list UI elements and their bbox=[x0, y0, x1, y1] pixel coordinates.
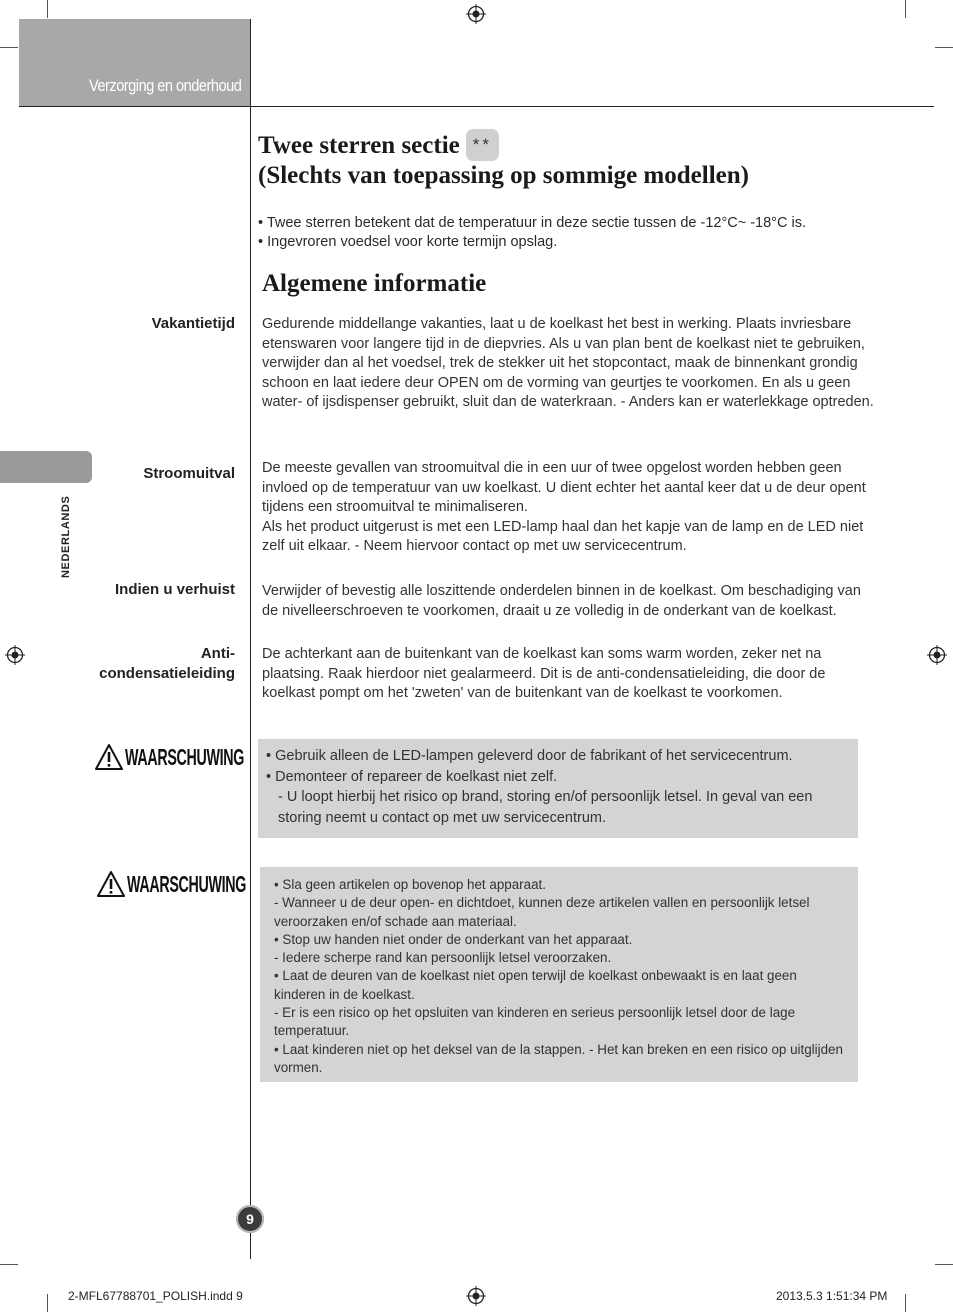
paragraph-text: Gedurende middellange vakanties, laat u de koelkast het best in werking. Plaats invriesbare etenswaren voor langere tijd in de diepvries. Als u van plan bent de koelkast niet te gebruiken, verwijder dan al het voedsel, trek de stekker uit het stopcontact, maak de binnenkant grondig schoon en laat iedere deur OPEN om de vorming van geurtjes te voorkomen. En als u geen water- of ijsdispenser gebruikt, sluit dan de waterkraan. - Anders kan er waterlekkage optreden. bbox=[262, 316, 874, 411]
warning-triangle-icon bbox=[96, 870, 126, 898]
label-anti-condensatie bbox=[99, 644, 235, 684]
crop-mark bbox=[47, 1294, 48, 1312]
warning-box bbox=[260, 867, 858, 1082]
crop-mark bbox=[47, 0, 48, 18]
label-stroomuitval: Stroomuitval bbox=[143, 465, 235, 482]
warning-box bbox=[258, 739, 858, 838]
section-header-label: Verzorging en onderhoud bbox=[89, 76, 242, 95]
two-star-bullets bbox=[258, 214, 806, 252]
crop-mark bbox=[0, 1264, 18, 1265]
warning-line: • Stop uw handen niet onder de onderkant van het apparaat. bbox=[274, 931, 633, 947]
warning-triangle-icon bbox=[94, 743, 124, 771]
header-divider bbox=[19, 106, 934, 107]
paragraph-text: Als het product uitgerust is met een LED-lamp haal dan het kapje van de lamp en de LED niet zelf uit elkaar. - Neem hiervoor contact op met uw servicecentrum. bbox=[262, 518, 864, 555]
two-star-title-line1: Twee sterren sectie bbox=[258, 132, 460, 159]
registration-mark-icon bbox=[466, 1286, 486, 1306]
footer-file-name: 2-MFL67788701_POLISH.indd 9 bbox=[68, 1289, 243, 1303]
language-label: NEDERLANDS bbox=[60, 495, 72, 578]
para-verhuizen bbox=[262, 582, 874, 621]
footer-timestamp: 2013.5.3 1:51:34 PM bbox=[776, 1289, 888, 1303]
crop-mark bbox=[0, 47, 18, 48]
registration-mark-icon bbox=[927, 645, 947, 665]
crop-mark bbox=[935, 1264, 953, 1265]
page-number: 9 bbox=[236, 1205, 264, 1233]
para-anti-condensatie bbox=[262, 645, 874, 704]
bullet-item: • Twee sterren betekent dat de temperatuur in deze sectie tussen de -12°C~ -18°C is. bbox=[258, 215, 806, 231]
warning-line: - U loopt hierbij het risico op brand, storing en/of persoonlijk letsel. In geval van een storing neemt u contact op met uw servicecentrum. bbox=[278, 789, 813, 826]
crop-mark bbox=[905, 1294, 906, 1312]
paragraph-text: Verwijder of bevestig alle loszittende onderdelen binnen in de koelkast. Om beschadiging van de nivelleerschroeven te voorkomen, draait u ze volledig in de onderkant van de koelkast. bbox=[262, 583, 861, 619]
label-line: Anti- bbox=[200, 645, 235, 662]
warning-label bbox=[96, 870, 247, 898]
registration-mark-icon bbox=[466, 4, 486, 24]
stars-badge: ** bbox=[466, 129, 499, 161]
label-line: condensatieleiding bbox=[99, 665, 235, 682]
paragraph-text: De achterkant aan de buitenkant van de koelkast kan soms warm worden, zeker net na plaatsing. Raak hierdoor niet gealarmeerd. Dit is de anti-condensatieleiding, die door de koelkast pompt om het 'zweten' van de buitenkant van de koelkast te voorkomen. bbox=[262, 646, 826, 702]
language-tab bbox=[0, 451, 92, 483]
warning-line: • Demonteer of repareer de koelkast niet zelf. bbox=[266, 768, 558, 785]
warning-line: • Sla geen artikelen op bovenop het apparaat. bbox=[274, 877, 546, 892]
warning-line: - Er is een risico op het opsluiten van kinderen en serieus persoonlijk letsel door de lage temperatuur. bbox=[274, 1005, 796, 1039]
warning-line: • Gebruik alleen de LED-lampen geleverd door de fabrikant of het servicecentrum. bbox=[266, 748, 793, 764]
crop-mark bbox=[905, 0, 906, 18]
warning-line: • Laat kinderen niet op het deksel van de la stappen. - Het kan breken en een risico op uitglijden vormen. bbox=[274, 1041, 843, 1075]
label-verhuizen: Indien u verhuist bbox=[114, 581, 235, 598]
two-star-title bbox=[258, 129, 749, 191]
column-divider bbox=[250, 19, 251, 1259]
warning-line: - Wanneer u de deur open- en dichtdoet, kunnen deze artikelen vallen en persoonlijk letsel veroorzaken en/of schade aan materiaal. bbox=[274, 895, 810, 929]
crop-mark bbox=[935, 47, 953, 48]
warning-line: - Iedere scherpe rand kan persoonlijk letsel veroorzaken. bbox=[274, 950, 612, 966]
para-vakantietijd bbox=[262, 315, 874, 413]
paragraph-text: De meeste gevallen van stroomuitval die in een uur of twee opgelost worden hebben geen invloed op de temperatuur van uw koelkast. U dient echter het aantal keer dat u de deur opent tijdens een stroomuitval te minimaliseren. bbox=[262, 460, 866, 516]
label-vakantietijd: Vakantietijd bbox=[151, 315, 235, 332]
two-star-title-line2: (Slechts van toepassing op sommige modellen) bbox=[258, 162, 749, 189]
warning-word: WAARSCHUWING bbox=[127, 870, 247, 897]
bullet-item: • Ingevroren voedsel voor korte termijn opslag. bbox=[258, 234, 558, 250]
general-info-title: Algemene informatie bbox=[262, 270, 487, 297]
warning-line: • Laat de deuren van de koelkast niet open terwijl de koelkast onbewaakt is en laat geen kinderen in de koelkast. bbox=[274, 968, 797, 1002]
warning-word: WAARSCHUWING bbox=[125, 743, 245, 770]
para-stroomuitval bbox=[262, 459, 874, 557]
warning-label bbox=[94, 743, 245, 771]
registration-mark-icon bbox=[5, 645, 25, 665]
